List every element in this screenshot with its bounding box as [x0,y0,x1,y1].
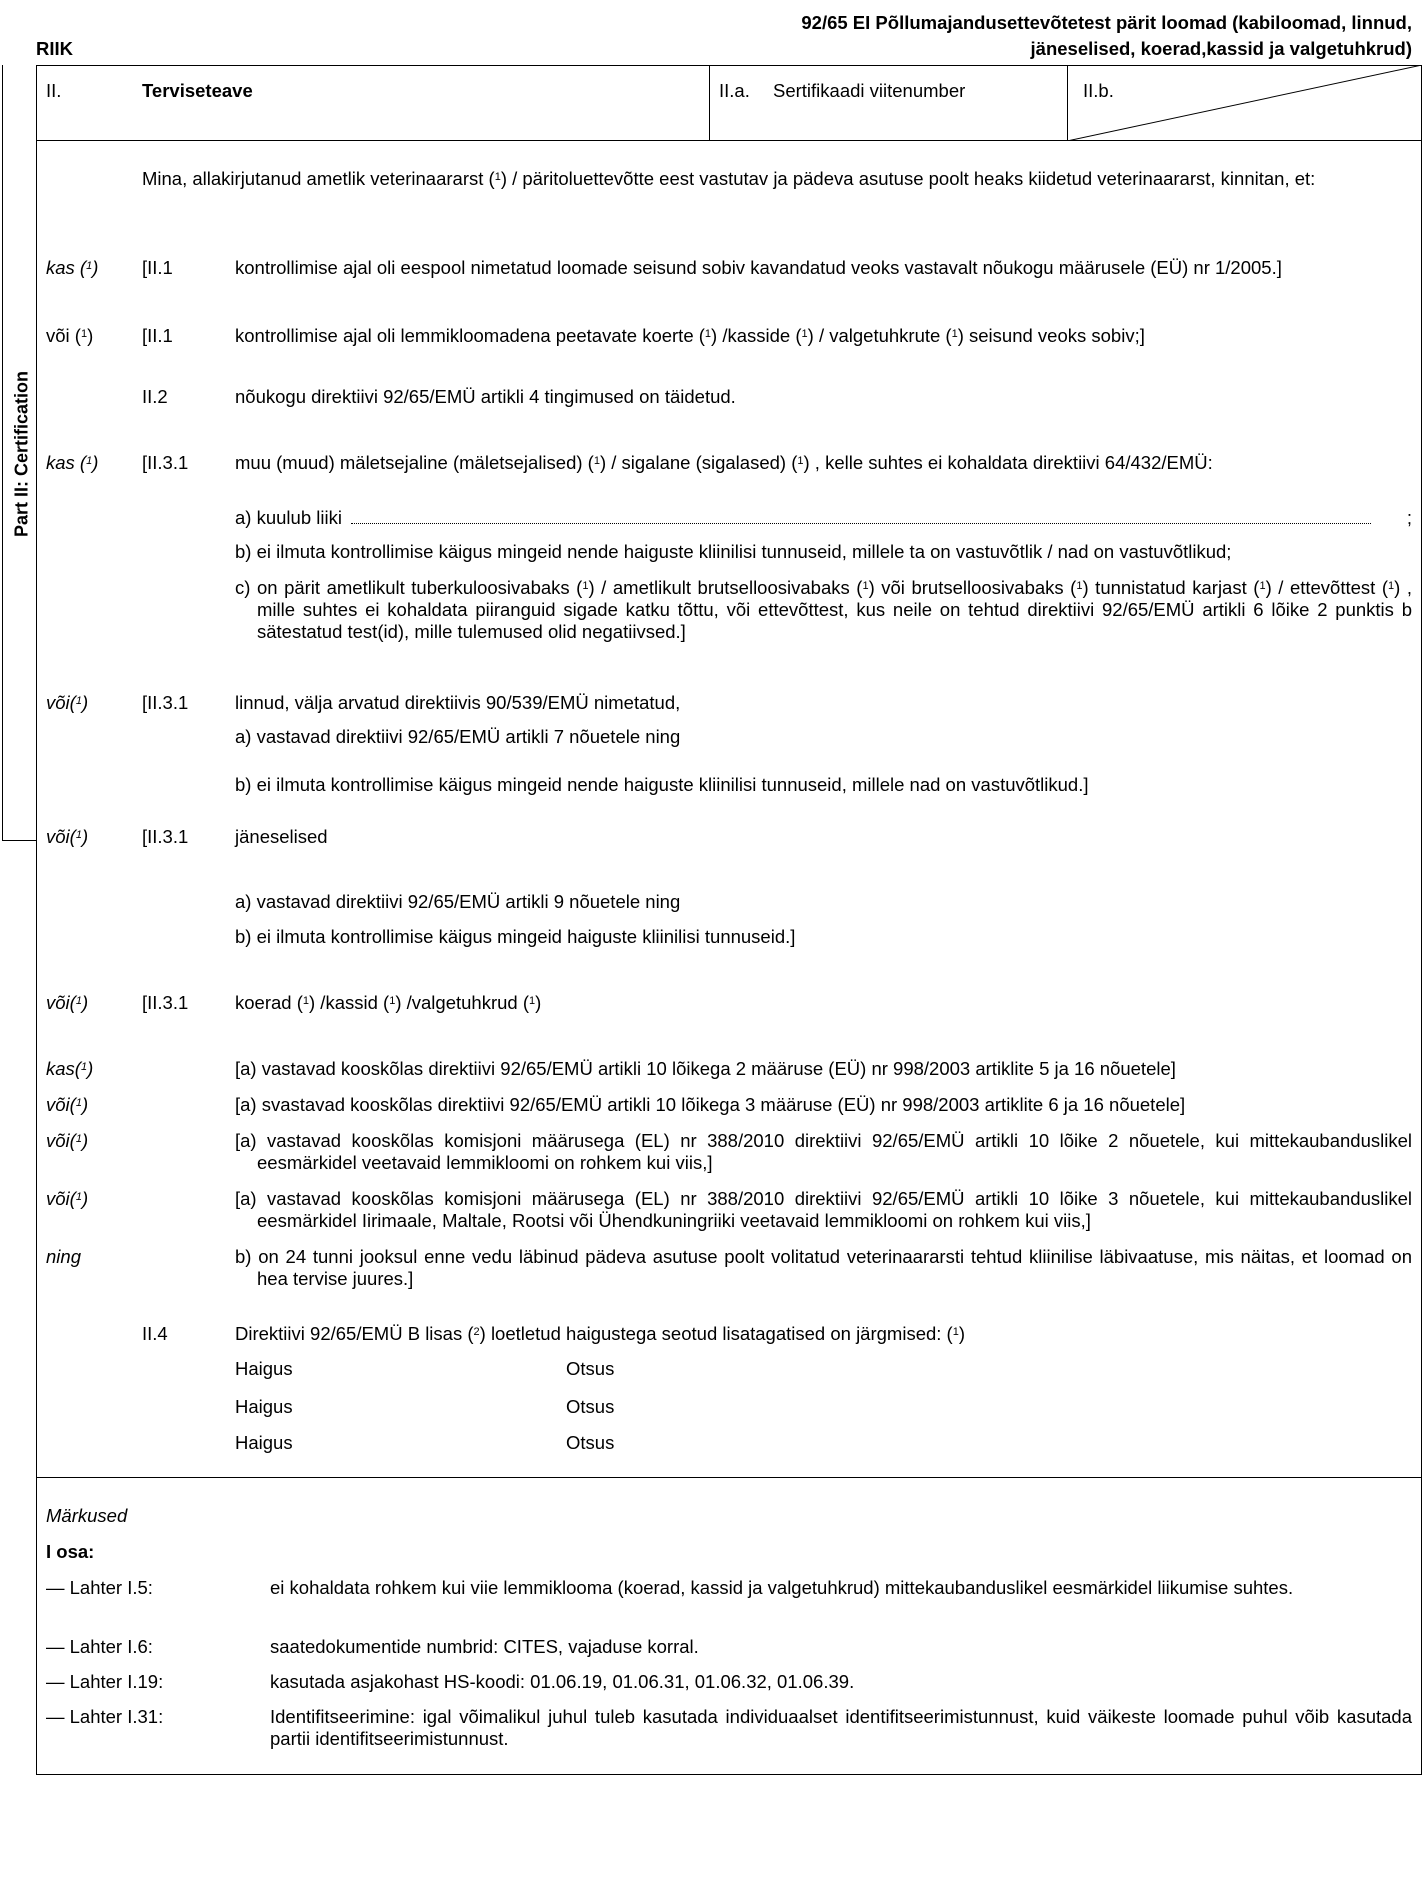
clause-6-b: b) ei ilmuta kontrollimise käigus mingeid haiguste kliinilisi tunnuseid.] [235,926,796,947]
clause-4-a-end: ; [1406,507,1412,528]
clause-5-a: a) vastavad direktiivi 92/65/EMÜ artikli 7 nõuetele ning [235,726,681,747]
clause-5-text: linnud, välja arvatud direktiivis 90/539/EMÜ nimetatud, [235,692,681,713]
clause-6-text: jäneselised [235,826,328,847]
clause-2-prefix: või ($^1$) [46,325,94,346]
frame-left [36,65,37,1775]
side-label: Part II: Certification [11,370,32,538]
clause-9-prefix: või($^1$) [46,1094,89,1115]
note-2-text: saatedokumentide numbrid: CITES, vajaduse korral. [270,1636,699,1657]
side-line-bottom [2,840,37,841]
clause-1-text: kontrollimise ajal oli eespool nimetatud loomade seisund sobiv kavandatud veoks vastavalt nõukogu määrusele (EÜ) nr 1/2005.] [235,257,1282,278]
clause-1-number: [II.1 [142,257,173,278]
clause-8-prefix: kas($^1$) [46,1058,94,1079]
clause-6-prefix: või($^1$) [46,826,89,847]
country-label: RIIK [36,38,73,59]
clause-7-prefix: või($^1$) [46,992,89,1013]
note-3-text: kasutada asjakohast HS-koodi: 01.06.19, 01.06.31, 01.06.32, 01.06.39. [270,1671,855,1692]
reference-text: Sertifikaadi viitenumber [773,80,966,101]
side-line [2,65,3,840]
clause-5-number: [II.3.1 [142,692,189,713]
title-line-2: jäneselised, koerad,kassid ja valgetuhkrud) [1030,38,1412,59]
notes-divider [36,1477,1422,1478]
clause-9-text: [a) svastavad kooskõlas direktiivi 92/65/EMÜ artikli 10 lõikega 3 määruse (EÜ) nr 998/2003 artiklite 6 ja 16 nõuetele] [235,1094,1186,1115]
clause-6-number: [II.3.1 [142,826,189,847]
clause-2-number: [II.1 [142,325,173,346]
clause-7-number: [II.3.1 [142,992,189,1013]
clause-13-number: II.4 [142,1323,168,1344]
clause-8-text: [a) vastavad kooskõlas direktiivi 92/65/EMÜ artikli 10 lõikega 2 määruse (EÜ) nr 998/2003 artiklite 5 ja 16 nõuetele] [235,1058,1176,1079]
disease-row-2-decision: Otsus [566,1396,615,1417]
frame-bottom [36,1774,1422,1775]
disease-row-3-disease: Haigus [235,1432,293,1453]
clause-5-prefix: või($^1$) [46,692,89,713]
clause-3-number: II.2 [142,386,168,407]
clause-4-b: b) ei ilmuta kontrollimise käigus mingeid nende haiguste kliinilisi tunnuseid, millele ta on vastuvõtlik / nad on vastuvõtlikud; [235,541,1232,562]
clause-6-a: a) vastavad direktiivi 92/65/EMÜ artikli 9 nõuetele ning [235,891,681,912]
section-title: Terviseteave [142,80,253,101]
clause-1-prefix: kas ($^1$) [46,257,99,278]
clause-4-text: muu (muud) mäletsejaline (mäletsejalised) ($^1$) / sigalane (sigalased) ($^1$) , kelle suhtes ei kohaldata direktiivi 64/432/EMÜ: [235,452,1213,473]
clause-3-text: nõukogu direktiivi 92/65/EMÜ artikli 4 tingimused on täidetud. [235,386,736,407]
note-3-label: — Lahter I.19: [46,1671,164,1692]
clause-4-a [235,507,1412,529]
clause-4-number: [II.3.1 [142,452,189,473]
disease-row-1-disease: Haigus [235,1358,293,1379]
intro-text: Mina, allakirjutanud ametlik veterinaararst ($^1$) / päritoluettevõtte eest vastutav ja pädeva asutuse poolt heaks kiidetud veterinaararst, kinnitan, et: [142,168,1316,189]
note-4-label: — Lahter I.31: [46,1706,164,1727]
clause-10-text: [a) vastavad kooskõlas komisjoni määrusega (EL) nr 388/2010 direktiivi 92/65/EMÜ artikli 10 lõike 2 nõuetele, kui mittekaubanduslikel eesmärkidel veetavaid lemmikloomi on rohkem kui viis,] [235,1130,1412,1173]
clause-12-text: b) on 24 tunni jooksul enne vedu läbinud pädeva asutuse poolt volitatud veterinaararsti tehtud kliinilise läbivaatuse, mis näitas, et loomad on hea tervise juures.] [235,1246,1412,1289]
certificate-title [700,10,1412,62]
species-blank-line [351,523,1371,524]
section-number: II. [46,80,62,101]
notes-title: Märkused [46,1505,128,1526]
clause-11-text: [a) vastavad kooskõlas komisjoni määrusega (EL) nr 388/2010 direktiivi 92/65/EMÜ artikli 10 lõike 3 nõuetele, kui mittekaubanduslikel eesmärkidel Iirimaale, Maltale, Rootsi või Ühendkuningriiki veetavaid lemmikloomi on rohkem kui viis,] [235,1188,1412,1231]
clause-5-b: b) ei ilmuta kontrollimise käigus mingeid nende haiguste kliinilisi tunnuseid, millele nad on vastuvõtlikud.] [235,774,1089,795]
clause-4-prefix: kas ($^1$) [46,452,99,473]
clause-2-text: kontrollimise ajal oli lemmikloomadena peetavate koerte ($^1$) /kasside ($^1$) / valgetuhkrute ($^1$) seisund veoks sobiv;] [235,325,1145,346]
disease-row-3-decision: Otsus [566,1432,615,1453]
clause-11-prefix: või($^1$) [46,1188,89,1209]
clause-13-text: Direktiivi 92/65/EMÜ B lisas ($^2$) loetletud haigustega seotud lisatagatised on järgmised: ($^1$) [235,1323,966,1344]
row1-divider-1 [709,65,710,141]
clause-10-prefix: või($^1$) [46,1130,89,1151]
note-2-label: — Lahter I.6: [46,1636,153,1657]
note-1-text: ei kohaldata rohkem kui viie lemmiklooma (koerad, kassid ja valgetuhkrud) mittekaubanduslikel eesmärkidel liikumise suhtes. [270,1577,1294,1598]
reference-label: II.a. [719,80,750,101]
iib-label: II.b. [1083,80,1114,101]
note-4-text: Identifitseerimine: igal võimalikul juhul tuleb kasutada individuaalset identifitseerimistunnust, kuid väikeste loomade puhul võib kasutada partii identifitseerimistunnust. [270,1706,1412,1749]
notes-part-label: I osa: [46,1541,95,1562]
disease-row-2-disease: Haigus [235,1396,293,1417]
clause-4-a-text: a) kuulub liiki [235,507,342,528]
title-line-1: 92/65 EI Põllumajandusettevõtetest pärit loomad (kabiloomad, linnud, [801,12,1412,33]
note-1-label: — Lahter I.5: [46,1577,153,1598]
iib-diagonal [1067,65,1422,141]
clause-12-prefix: ning [46,1246,81,1267]
clause-4-c: c) on pärit ametlikult tuberkuloosivabaks ($^1$) / ametlikult brutselloosivabaks ($^1$) või brutselloosivabaks ($^1$) tunnistatud karjast ($^1$) / ettevõttest ($^1$) , mille suhtes ei kohaldata piiranguid sigade katku tõttu, või ettevõttest, kus neile on tehtud direktiivi 92/65/EMÜ artikli 6 lõike 2 punktis b sätestatud test(id), mille tulemused olid negatiivsed.] [235,577,1412,642]
clause-7-text: koerad ($^1$) /kassid ($^1$) /valgetuhkrud ($^1$) [235,992,542,1013]
disease-row-1-decision: Otsus [566,1358,615,1379]
